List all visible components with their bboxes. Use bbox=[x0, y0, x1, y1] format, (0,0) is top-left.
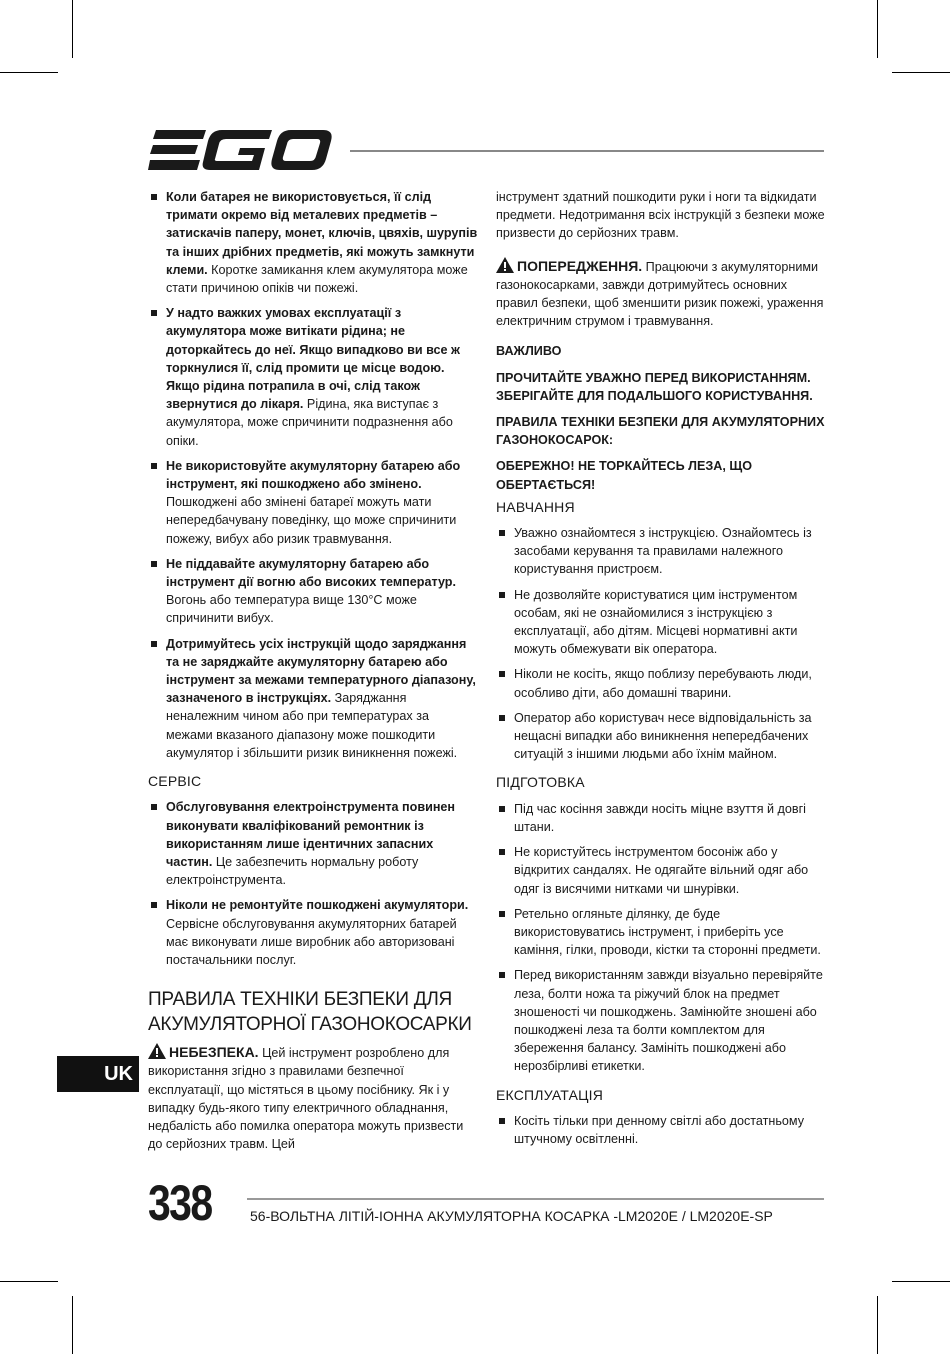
danger-text: Цей інструмент розроблено для використання згідно з правилами безпечної експлуатації, що містяться в цьому посібнику. Як і у випадку будь-якого типу електричного обладнання, недбалість або помилка оператора можуть призвести до серйозних травм. Цей bbox=[148, 1046, 464, 1152]
preparation-list bbox=[496, 800, 826, 1076]
training-list bbox=[496, 524, 826, 763]
list-item: Уважно ознайомтеся з інструкцією. Ознайомтесь із засобами керування та правилами належного користування пристроєм. bbox=[496, 524, 826, 579]
left-column bbox=[148, 188, 478, 1163]
header-rule bbox=[350, 150, 824, 152]
danger-label: НЕБЕЗПЕКА. bbox=[169, 1044, 259, 1061]
list-item: Не користуйтесь інструментом босоніж або у відкритих сандалях. Не одягайте вільний одяг або одяг із висячими нитками чи шнурівки. bbox=[496, 843, 826, 898]
warning-paragraph bbox=[496, 257, 826, 331]
page-number: 338 bbox=[148, 1175, 212, 1231]
list-item: У надто важких умовах експлуатації з акумулятора може витікати рідина; не доторкайтесь до неї. Якщо випадково ви все ж торкнулися її, слід промити це місце водою. Якщо рідина потрапила в очі, слід також звернутися до лікаря. Рідина, яка виступає з акумулятора, може спричинити подразнення або опіки. bbox=[148, 304, 478, 450]
battery-safety-list bbox=[148, 188, 478, 762]
list-item: Оператор або користувач несе відповідальність за нещасні випадки або виникнення непередбачених ситуацій з іншими людьми або їхнім майном. bbox=[496, 709, 826, 764]
warning-text: Працюючи з акумуляторними газонокосарками, завжди дотримуйтесь основних правил безпеки, щоб зменшити ризик пожежі, ураження електричним струмом і травмування. bbox=[496, 259, 824, 329]
warning-triangle-icon bbox=[496, 257, 514, 273]
crop-mark bbox=[877, 1296, 878, 1354]
service-list bbox=[148, 798, 478, 969]
list-item: Ніколи не ремонтуйте пошкоджені акумулятори. Сервісне обслуговування акумуляторних батарей має виконувати лише виробник або авторизовані постачальники послуг. bbox=[148, 896, 478, 969]
list-item: Не піддавайте акумуляторну батарею або інструмент дії вогню або високих температур. Вогонь або температура вище 130°C може спричинити вибух. bbox=[148, 555, 478, 628]
list-item: Перед використанням завжди візуально перевіряйте леза, болти ножа та ріжучий блок на предмет зношеності чи пошкоджень. Замінюйте зношені або пошкоджені леза та болти комплектом для збереження балансу. Замініть пошкоджені або нерозбірливі етикетки. bbox=[496, 966, 826, 1075]
list-item: Ніколи не косіть, якщо поблизу перебувають люди, особливо діти, або домашні тварини. bbox=[496, 665, 826, 701]
continuation-paragraph: інструмент здатний пошкодити руки і ноги та відкидати предмети. Недотримання всіх інструкцій з безпеки може призвести до серйозних травм. bbox=[496, 190, 825, 241]
list-item: Косіть тільки при денному світлі або достатньому штучному освітленні. bbox=[496, 1112, 826, 1148]
list-item: Коли батарея не використовується, її слід тримати окремо від металевих предметів – затискачів паперу, монет, ключів, цвяхів, шурупів та інших дрібних предметів, які можуть замкнути клеми. Коротке замикання клем акумулятора може стати причиною опіків чи пожежі. bbox=[148, 188, 478, 297]
crop-mark bbox=[892, 1281, 950, 1282]
read-keep-notice: ПРОЧИТАЙТЕ УВАЖНО ПЕРЕД ВИКОРИСТАННЯМ. ЗБЕРІГАЙТЕ ДЛЯ ПОДАЛЬШОГО КОРИСТУВАННЯ. bbox=[496, 370, 813, 403]
right-column bbox=[496, 188, 826, 1155]
blade-caution: ОБЕРЕЖНО! НЕ ТОРКАЙТЕСЬ ЛЕЗА, ЩО ОБЕРТАЄТЬСЯ! bbox=[496, 459, 753, 492]
crop-mark bbox=[0, 1281, 58, 1282]
operation-heading: ЕКСПЛУАТАЦІЯ bbox=[496, 1086, 604, 1103]
preparation-heading: ПІДГОТОВКА bbox=[496, 774, 585, 791]
crop-mark bbox=[72, 1296, 73, 1354]
danger-paragraph bbox=[148, 1043, 478, 1153]
training-heading: НАВЧАННЯ bbox=[496, 498, 575, 515]
list-item: Не дозволяйте користуватися цим інструментом особам, які не ознайомилися з інструкцією з експлуатації, або дітям. Місцеві нормативні акти можуть обмежувати вік оператора. bbox=[496, 586, 826, 659]
crop-mark bbox=[72, 0, 73, 58]
list-item: Під час косіння завжди носіть міцне взуття й довгі штани. bbox=[496, 800, 826, 836]
section-title: ПРАВИЛА ТЕХНІКИ БЕЗПЕКИ ДЛЯ АКУМУЛЯТОРНОЇ ГАЗОНОКОСАРКИ bbox=[148, 989, 472, 1036]
footer-rule bbox=[247, 1198, 824, 1200]
rules-title: ПРАВИЛА ТЕХНІКИ БЕЗПЕКИ ДЛЯ АКУМУЛЯТОРНИХ ГАЗОНОКОСАРОК: bbox=[496, 415, 825, 448]
important-label: ВАЖЛИВО bbox=[496, 344, 562, 359]
list-item: Обслуговування електроінструмента повинен виконувати кваліфікований ремонтник із використанням лише ідентичних запасних частин. Це забезпечить нормальну роботу електроінструмента. bbox=[148, 798, 478, 889]
ego-logo bbox=[148, 128, 332, 172]
warning-triangle-icon bbox=[148, 1043, 166, 1059]
list-item: Не використовуйте акумуляторну батарею або інструмент, які пошкоджено або змінено. Пошкоджені або змінені батареї можуть мати непередбачувану поведінку, що може спричинити пожежу, вибух або ризик травмування. bbox=[148, 457, 478, 548]
list-item: Ретельно огляньте ділянку, де буде використовуватись інструмент, і приберіть усе каміння, гілки, проводи, кістки та сторонні предмети. bbox=[496, 905, 826, 960]
footer-title: 56-ВОЛЬТНА ЛІТІЙ-ІОННА АКУМУЛЯТОРНА КОСАРКА -LM2020E / LM2020E-SP bbox=[250, 1208, 773, 1224]
crop-mark bbox=[892, 72, 950, 73]
language-tab: UK bbox=[57, 1056, 139, 1092]
warning-label: ПОПЕРЕДЖЕННЯ. bbox=[517, 257, 643, 274]
crop-mark bbox=[877, 0, 878, 58]
crop-mark bbox=[0, 72, 58, 73]
service-heading: СЕРВІС bbox=[148, 773, 202, 790]
operation-list bbox=[496, 1112, 826, 1148]
list-item: Дотримуйтесь усіх інструкцій щодо заряджання та не заряджайте акумуляторну батарею або інструмент за межами температурного діапазону, зазначеного в інструкціях. Заряджання неналежним чином або при температурах за межами вказаного діапазону може пошкодити акумулятор і збільшити ризик виникнення пожежі. bbox=[148, 635, 478, 762]
